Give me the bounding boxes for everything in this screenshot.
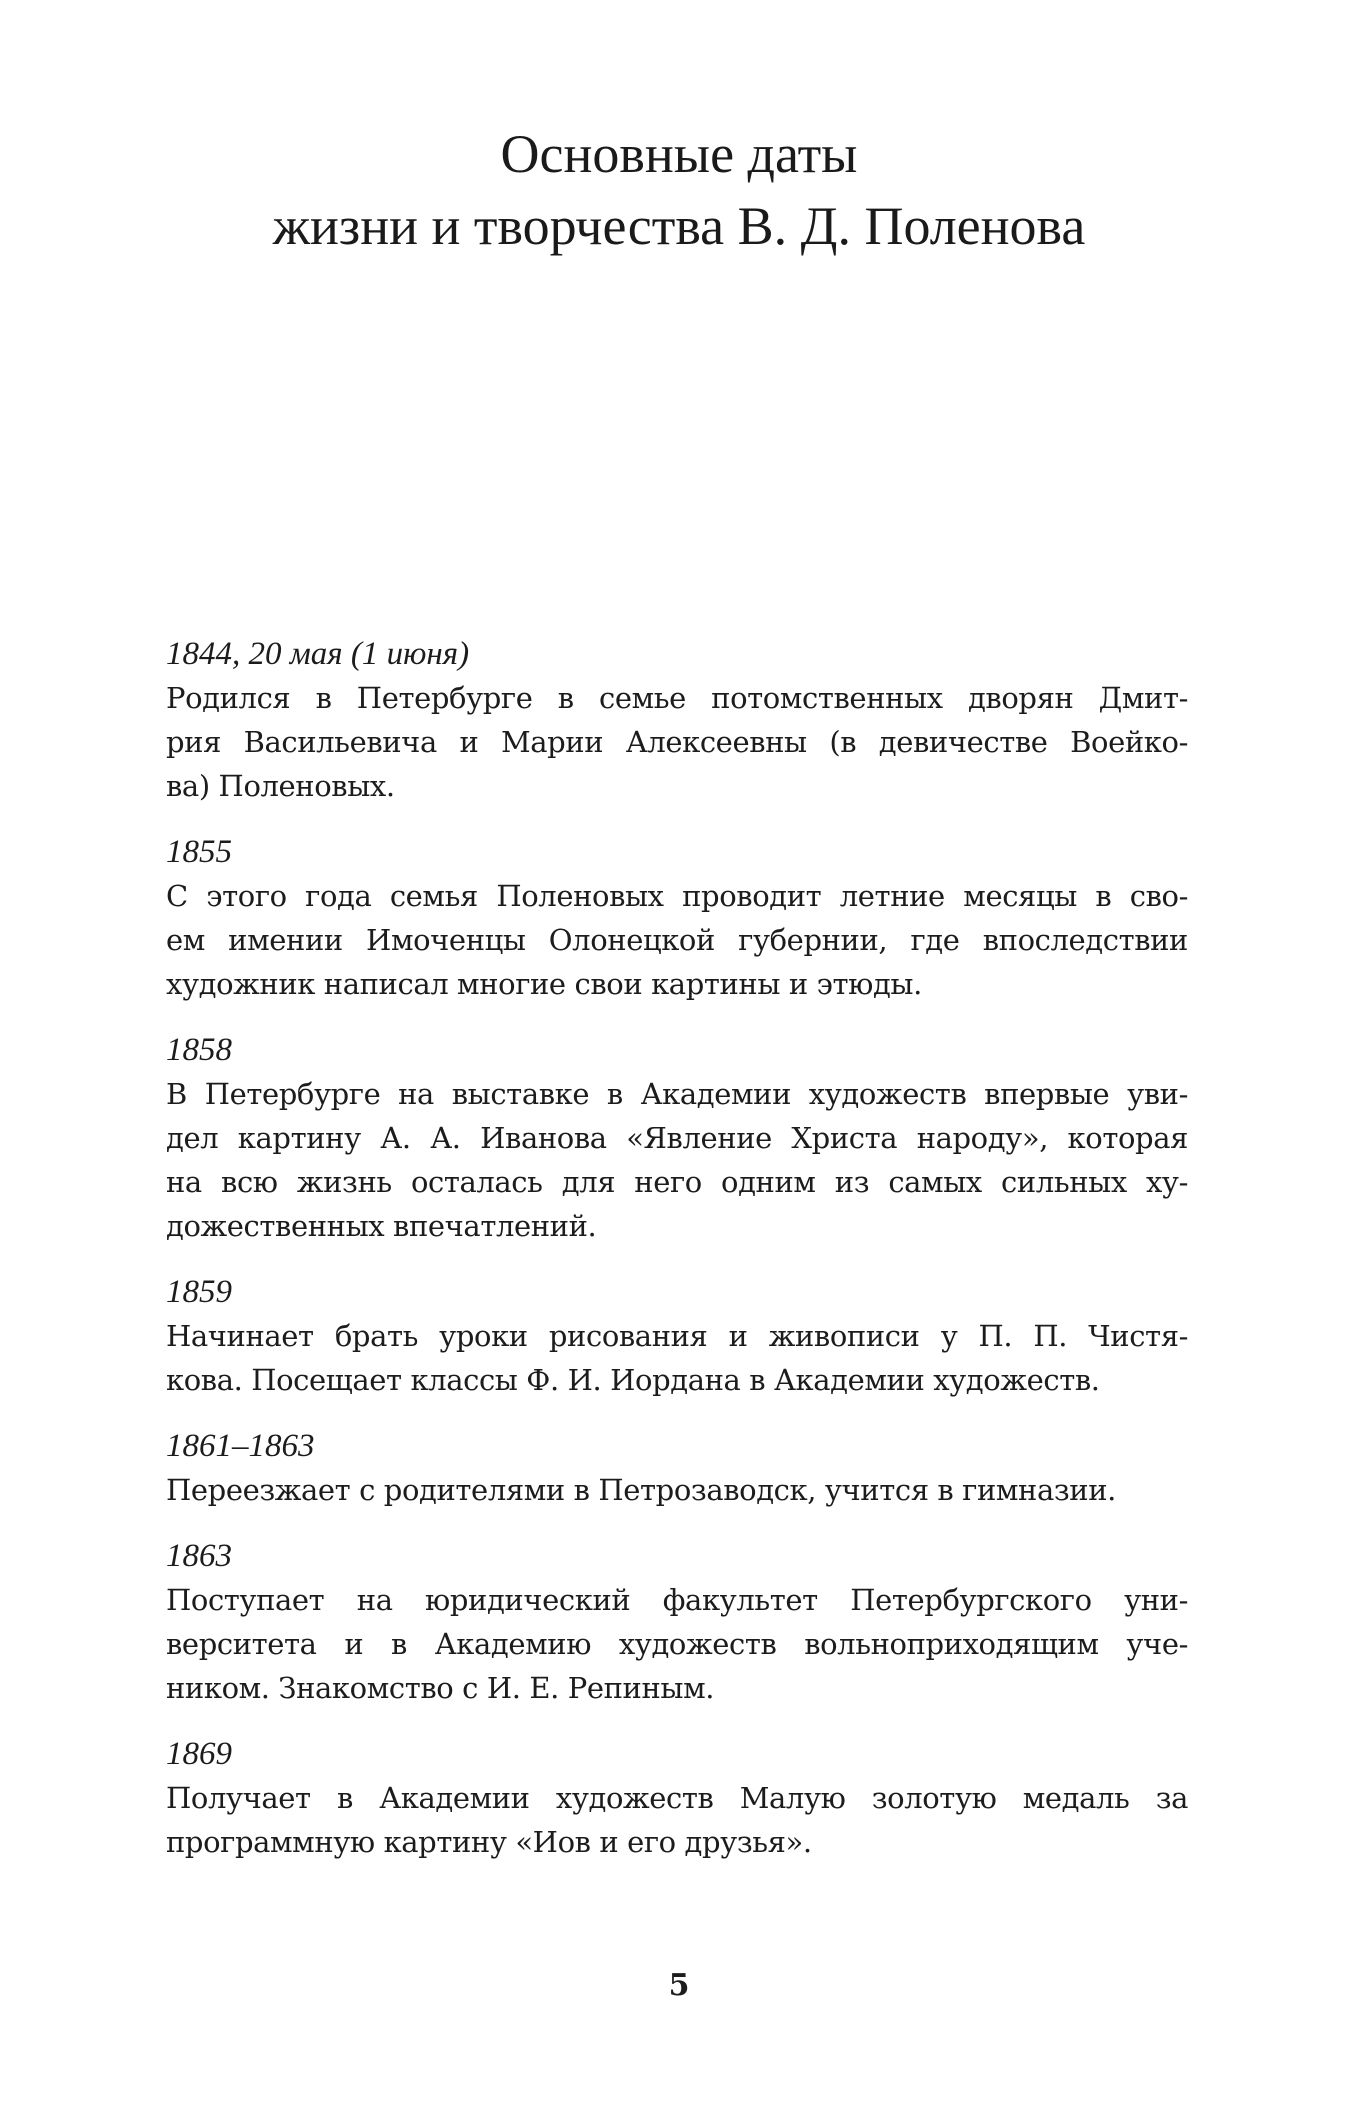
- chronology-entry-1855: [166, 830, 1188, 1006]
- page-title-line-1: Основные даты: [500, 124, 858, 184]
- entry-text-line: ем имении Имоченцы Олонецкой губернии, где впоследствии: [166, 923, 1188, 957]
- entry-text: [166, 676, 1188, 808]
- chronology-entry-1869: [166, 1732, 1188, 1864]
- entry-text-line: Получает в Академии художеств Малую золотую медаль за: [166, 1781, 1188, 1815]
- chronology-entry-1863: [166, 1534, 1188, 1710]
- entry-text-line: верситета и в Академию художеств вольноприходящим уче-: [166, 1627, 1188, 1661]
- entry-date: 1863: [166, 1538, 232, 1574]
- entry-text-line: рия Васильевича и Марии Алексеевны (в девичестве Воейко-: [166, 725, 1188, 759]
- entry-text-line: кова. Посещает классы Ф. И. Иордана в Академии художеств.: [166, 1363, 1100, 1397]
- entry-date: 1869: [166, 1736, 232, 1772]
- page-number: 5: [668, 1968, 690, 2003]
- chronology-entry-1858: [166, 1028, 1188, 1248]
- entry-text-line: на всю жизнь осталась для него одним из самых сильных ху-: [166, 1165, 1188, 1199]
- entry-date: 1861–1863: [166, 1428, 315, 1464]
- entry-date: 1855: [166, 834, 232, 870]
- chronology-entry-1859: [166, 1270, 1188, 1402]
- entry-text-line: Начинает брать уроки рисования и живописи у П. П. Чистя-: [166, 1319, 1188, 1353]
- chronology-list: [166, 632, 1188, 1886]
- entry-text-line: художник написал многие свои картины и этюды.: [166, 967, 922, 1001]
- entry-text: [166, 1578, 1188, 1710]
- chronology-entry-1861-1863: [166, 1424, 1188, 1512]
- entry-date: 1858: [166, 1032, 232, 1068]
- entry-text-line: дожественных впечатлений.: [166, 1209, 597, 1243]
- entry-text-line: С этого года семья Поленовых проводит летние месяцы в сво-: [166, 879, 1188, 913]
- entry-text-line: программную картину «Иов и его друзья».: [166, 1825, 812, 1859]
- page-title: [0, 118, 1358, 262]
- entry-text-line: Родился в Петербурге в семье потомственных дворян Дмит-: [166, 681, 1188, 715]
- entry-text-line: Поступает на юридический факультет Петербургского уни-: [166, 1583, 1188, 1617]
- entry-text: [166, 1072, 1188, 1248]
- chronology-entry-1844: [166, 632, 1188, 808]
- entry-text-line: ником. Знакомство с И. Е. Репиным.: [166, 1671, 715, 1705]
- entry-date: 1844, 20 мая (1 июня): [166, 636, 470, 672]
- entry-text-line: ва) Поленовых.: [166, 769, 395, 803]
- entry-text: [166, 1314, 1188, 1402]
- entry-text-line: В Петербурге на выставке в Академии художеств впервые уви-: [166, 1077, 1188, 1111]
- entry-text-line: Переезжает с родителями в Петрозаводск, учится в гимназии.: [166, 1473, 1116, 1507]
- entry-text-line: дел картину А. А. Иванова «Явление Христа народу», которая: [166, 1121, 1188, 1155]
- entry-text: [166, 874, 1188, 1006]
- entry-date: 1859: [166, 1274, 232, 1310]
- entry-text: [166, 1776, 1188, 1864]
- entry-text: [166, 1468, 1188, 1512]
- page-title-line-2: жизни и творчества В. Д. Поленова: [272, 196, 1086, 256]
